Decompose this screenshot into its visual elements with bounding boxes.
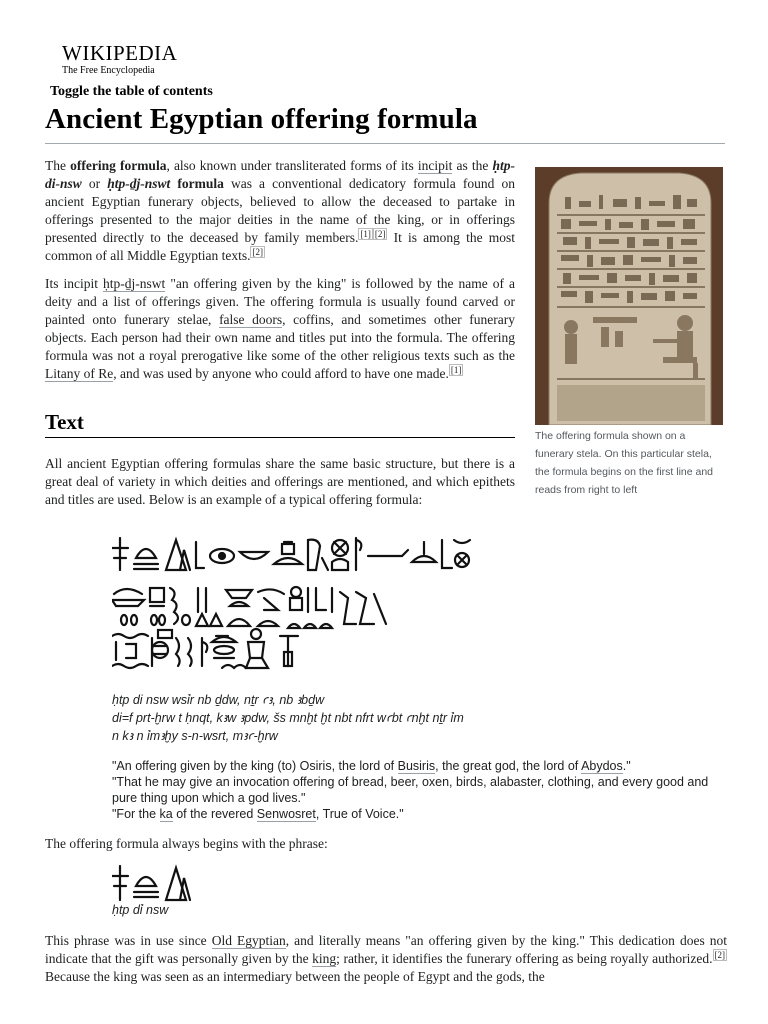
- wordmark: WIKIPEDIA: [62, 41, 178, 65]
- section-divider: [45, 437, 515, 438]
- abydos-link[interactable]: Abydos: [581, 759, 623, 773]
- stela-image[interactable]: [535, 167, 723, 425]
- incipit-transliteration[interactable]: ḥtp-ḏj-nswt: [103, 276, 166, 291]
- translation-line-1: "An offering given by the king (to) Osiris, the lord of Busiris, the great god, the lord of Abydos.": [112, 759, 631, 773]
- phrase-transliteration: ḥtp dỉ nsw: [112, 903, 169, 917]
- translation: [112, 758, 732, 822]
- transliteration: [112, 691, 464, 745]
- transliteration-line-2: di=f prt-ḫrw t ḥnqt, kꜣw ꜣpdw, šs mnḫt ḫt nbt nfrt wꜥbt ꜥnḫt nṯr ỉm: [112, 711, 464, 725]
- wikipedia-logo[interactable]: [62, 42, 177, 76]
- senwosret-link[interactable]: Senwosret: [256, 807, 316, 821]
- translation-line-3: "For the ka of the revered Senwosret, True of Voice.": [112, 807, 404, 821]
- reference-1b[interactable]: [1]: [450, 365, 462, 375]
- section-heading-text: Text: [45, 410, 84, 434]
- ka-link[interactable]: ka: [159, 807, 173, 821]
- false-doors-link[interactable]: false doors: [219, 312, 283, 327]
- intro-paragraph-2: Its incipit ḥtp-ḏj-nswt "an offering given by the king" is followed by the name of a deity and a list of offerings given. The offering formula is usually found carved or painted onto funerary stelae, false doors, coffins, and sometimes other funerary objects. Each person had their own name and titles put into the formula. The offering formula was not a royal prerogative like some of the other religious texts such as the Litany of Re, and was used by anyone who could afford to have one made. [1]: [45, 276, 515, 381]
- incipit-link[interactable]: incipit: [417, 158, 453, 173]
- reference-2c[interactable]: [2]: [714, 950, 725, 960]
- stela-caption: The offering formula shown on a funerary stela. On this particular stela, the formula begins on the first line and reads from right to left: [535, 430, 714, 496]
- reference-1[interactable]: [1]: [360, 229, 371, 239]
- text-paragraph-1: All ancient Egyptian offering formulas share the same basic structure, but there is a great deal of variety in which deities and offerings are mentioned, and which epithets and titles are used. Below is an example of a typical offering formula:: [45, 456, 515, 507]
- stela-figure: [535, 167, 723, 499]
- transliteration-line-3: n kꜣ n ỉmꜣḫy s-n-wsrt, mꜣꜥ-ḫrw: [112, 729, 278, 743]
- text-paragraph-3: This phrase was in use since Old Egyptian, and literally means "an offering given by the king." This dedication does not indicate that the gift was personally given by the king; rather, it identifies the funerary offering as being royally authorized. [2] Because the king was seen as an intermediary between the people of Egypt and the gods, the: [45, 933, 727, 984]
- intro-paragraph-1: The offering formula, also known under transliterated forms of its incipit as the ḥtp-di-nsw or ḥtp-ḏj-nswt formula was a conventional dedicatory formula found on ancient Egyptian funerary objects, believed to allow the deceased to partake in offerings presented to the major deities in the name of the king, or in offerings presented directly to the deceased by family members. [1] [2] It is among the most common of all Middle Egyptian texts. [2]: [45, 158, 515, 263]
- text-paragraph-2: The offering formula always begins with the phrase:: [45, 836, 328, 851]
- transliteration-line-1: ḥtp di nsw wsỉr nb ḏdw, nṯr ꜥꜣ, nb ꜣbḏw: [112, 693, 325, 707]
- hieroglyphic-htp-di-nsw: [112, 862, 192, 906]
- king-link[interactable]: king: [312, 951, 337, 966]
- title-divider: [45, 143, 725, 144]
- translation-line-2: "That he may give an invocation offering of bread, beer, oxen, birds, alabaster, clothing, and every good and pure thing upon which a god lives.": [112, 775, 709, 805]
- tagline: The Free Encyclopedia: [62, 65, 155, 76]
- hieroglyphic-offering-formula: [112, 532, 472, 672]
- old-egyptian-link[interactable]: Old Egyptian: [211, 933, 286, 948]
- reference-2b[interactable]: [2]: [252, 247, 263, 257]
- busiris-link[interactable]: Busiris: [397, 759, 436, 773]
- toc-toggle-button[interactable]: Toggle the table of contents: [50, 84, 213, 99]
- reference-2[interactable]: [2]: [374, 229, 386, 239]
- litany-of-re-link[interactable]: Litany of Re: [45, 366, 114, 381]
- page-title: Ancient Egyptian offering formula: [45, 103, 478, 135]
